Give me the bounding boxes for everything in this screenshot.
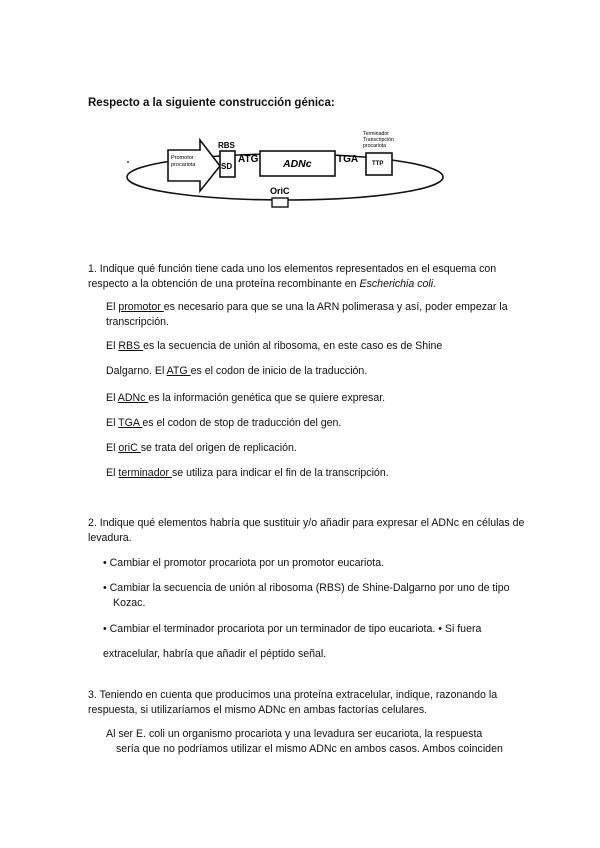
promoter-label-line1: Promotor — [171, 155, 194, 161]
answer-text: es la información genética que se quiere expresar. — [148, 392, 386, 404]
question-1-species: Escherichia coli. — [359, 278, 437, 290]
page-title: Respecto a la siguiente construcción génica: — [88, 97, 335, 109]
bullet-promotor: • Cambiar el promotor procariota por un promotor eucariota. — [103, 557, 385, 569]
answer-text: El — [106, 340, 119, 352]
answer-rbs — [106, 339, 521, 354]
oric-label: OriC — [270, 186, 290, 196]
sd-label: SD — [221, 162, 233, 171]
answer-text: es la secuencia de unión al ribosoma, en este caso es de Shine — [143, 340, 443, 352]
term-promotor: promotor — [118, 301, 164, 313]
answer-oric — [106, 441, 521, 456]
term-adnc: ADNc — [117, 392, 149, 404]
term-terminador: terminador — [118, 467, 172, 479]
term-rbs: RBS — [118, 340, 144, 352]
answer-adnc — [106, 391, 521, 406]
term-tga: TGA — [118, 417, 143, 429]
term-oric: oriC — [118, 442, 141, 454]
answer-atg — [106, 364, 521, 379]
answer-terminador — [106, 466, 521, 481]
answer-text: es el codon de inicio de la traducción. — [190, 365, 368, 377]
answer-3-line1: Al ser E. coli un organismo procariota y una levadura ser eucariota, la respuesta — [106, 728, 483, 740]
atg-label: ATG — [238, 154, 259, 165]
gene-construct-diagram — [120, 125, 450, 217]
answer-promotor — [106, 300, 521, 330]
question-1-text: 1. Indique qué función tiene cada uno los elementos representados en el esquema con respecto a la obtención de una proteína recombinante en — [88, 263, 497, 290]
tga-label: TGA — [337, 154, 359, 165]
terminator-caption-line1: Terminador — [363, 131, 389, 137]
terminator-caption-line2: Transcripción — [363, 137, 394, 143]
ttp-label: TTP — [372, 161, 384, 167]
bullet-terminador: • Cambiar el terminador procariota por un terminador de tipo eucariota. • Si fuera — [103, 623, 482, 635]
answer-3-line2: sería que no podríamos utilizar el mismo ADNc en ambos casos. Ambos coinciden — [116, 743, 503, 755]
answer-text: El — [106, 392, 118, 404]
answer-3 — [106, 727, 521, 757]
rbs-label: RBS — [218, 141, 235, 150]
oric-box — [272, 198, 288, 207]
answer-text: es el codon de stop de traducción del gen. — [142, 417, 342, 429]
answer-text: se trata del origen de replicación. — [140, 442, 297, 454]
diagram-dot — [127, 161, 129, 163]
answer-text: El — [106, 301, 119, 313]
bullet-rbs: • Cambiar la secuencia de unión al ribosoma (RBS) de Shine-Dalgarno por uno de tipo Kozac. — [103, 582, 510, 609]
bullet-peptido: extracelular, habría que añadir el péptido señal. — [103, 648, 327, 660]
term-atg: ATG — [166, 365, 191, 377]
question-3: 3. Teniendo en cuenta que producimos una proteína extracelular, indique, razonando la respuesta, si utilizaríamos el mismo ADNc en ambas factorías celulares. — [88, 689, 498, 716]
question-2: 2. Indique qué elementos habría que sustituir y/o añadir para expresar el ADNc en células de levadura. — [88, 517, 525, 544]
answer-text: El — [106, 442, 119, 454]
adnc-label: ADNc — [283, 158, 312, 170]
answer-tga — [106, 416, 521, 431]
promoter-label-line2: procariota — [171, 162, 196, 168]
terminator-caption-line3: procariota — [363, 143, 387, 149]
answer-text: se utiliza para indicar el fin de la transcripción. — [171, 467, 389, 479]
answer-text: El — [106, 467, 119, 479]
answer-text: El — [106, 417, 119, 429]
answer-text: Dalgarno. El — [106, 365, 167, 377]
answer-text: es necesario para que se una la ARN polimerasa y así, poder empezar la transcripción. — [106, 301, 508, 328]
question-1 — [88, 262, 528, 292]
